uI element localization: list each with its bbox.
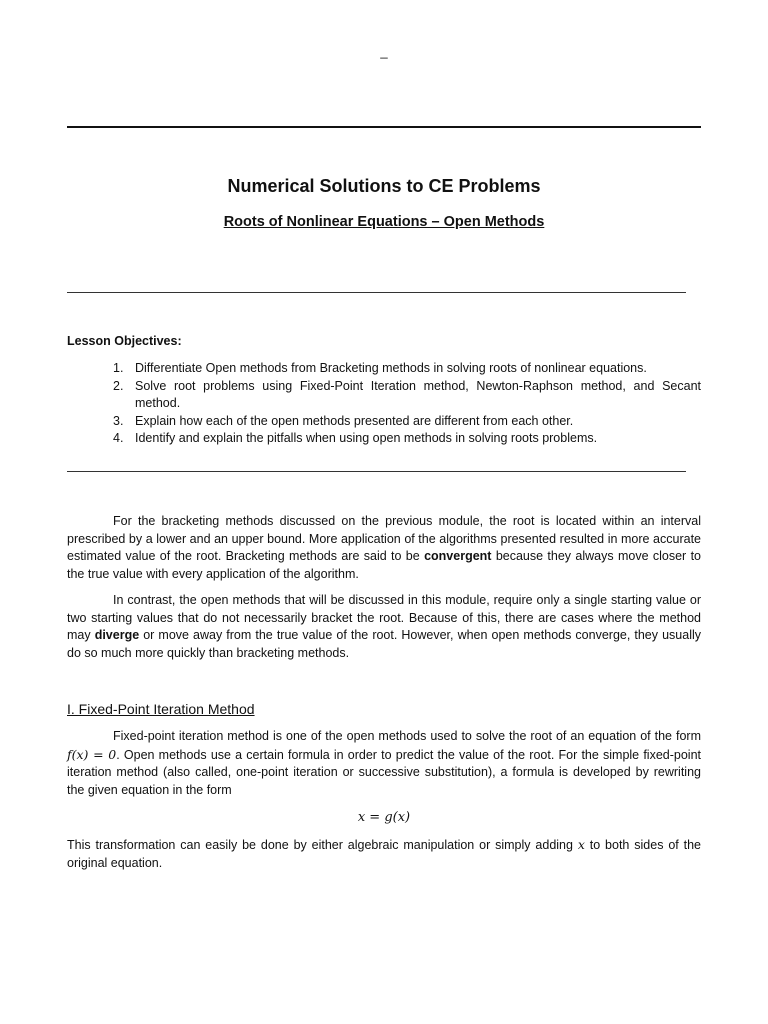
intro-p1-text-a: For the bracketing methods discussed on the previous module, the root is located within an interval prescribed by a lower and an upper bound. More application of the algorithms presented resulted in more accurate estimated value of the root. Bracketing methods are said to be xyxy=(67,514,701,563)
objective-item xyxy=(113,413,701,431)
section-heading-fixed-point: I. Fixed-Point Iteration Method xyxy=(67,701,255,717)
fp-p1-text-b: . Open methods use a certain formula in order to predict the value of the root. For the simple fixed-point iteration method (also called, one-point iteration or successive substitution), a formula is developed by rewriting the given equation in the form xyxy=(67,747,701,797)
objective-text: Explain how each of the open methods presented are different from each other. xyxy=(135,413,574,428)
separator-line-bottom xyxy=(67,471,686,472)
intro-p2-text-b: or move away from the true value of the root. However, when open methods converge, they usually do so much more quickly than bracketing methods. xyxy=(67,628,701,660)
objective-item xyxy=(113,378,701,413)
intro-p1-text-b: because they always move closer to the true value with every application of the algorithm. xyxy=(67,549,701,581)
fixed-point-paragraph-1 xyxy=(67,728,701,799)
objective-item xyxy=(113,360,701,378)
separator-line-top xyxy=(67,292,686,293)
fixed-point-paragraph-2 xyxy=(67,836,701,872)
page-number-mark: _ xyxy=(380,44,388,59)
intro-p2-bold: diverge xyxy=(94,628,140,642)
header-rule xyxy=(67,126,701,128)
intro-paragraph-1 xyxy=(67,513,701,583)
intro-p1-bold: convergent xyxy=(424,549,492,563)
intro-paragraph-2 xyxy=(67,592,701,662)
objective-item xyxy=(113,430,701,448)
objective-number: 4. xyxy=(113,431,124,445)
objective-text: Differentiate Open methods from Bracketing methods in solving roots of nonlinear equations. xyxy=(135,361,647,375)
objectives-heading: Lesson Objectives: xyxy=(67,334,182,348)
equation-x-equals-g-x: x = g(x) xyxy=(357,810,411,825)
objective-text: Identify and explain the pitfalls when using open methods in solving roots problems. xyxy=(135,431,598,445)
objective-text: Solve root problems using Fixed-Point Iteration method, Newton-Raphson method, and Secant method. xyxy=(135,378,701,410)
objective-number: 2. xyxy=(113,378,124,393)
fp-p1-text-a: Fixed-point iteration method is one of the open methods used to solve the root of an equation of the form xyxy=(113,729,701,743)
fp-p2-math: x xyxy=(577,837,585,852)
document-title: Numerical Solutions to CE Problems xyxy=(227,176,541,196)
fp-p2-text-a: This transformation can easily be done by either algebraic manipulation or simply adding xyxy=(67,838,578,852)
document-subtitle: Roots of Nonlinear Equations – Open Methods xyxy=(223,214,545,230)
intro-p2-text-a: In contrast, the open methods that will be discussed in this module, require only a single starting value or two starting values that do not necessarily bracket the root. Because of this, there are cases where the method may xyxy=(67,593,701,642)
objectives-list xyxy=(113,360,701,448)
fp-p2-text-b: to both sides of the original equation. xyxy=(67,838,701,870)
fp-p1-math: f(x) = 0 xyxy=(67,746,117,762)
objective-number: 3. xyxy=(113,413,124,428)
objective-number: 1. xyxy=(113,361,124,375)
